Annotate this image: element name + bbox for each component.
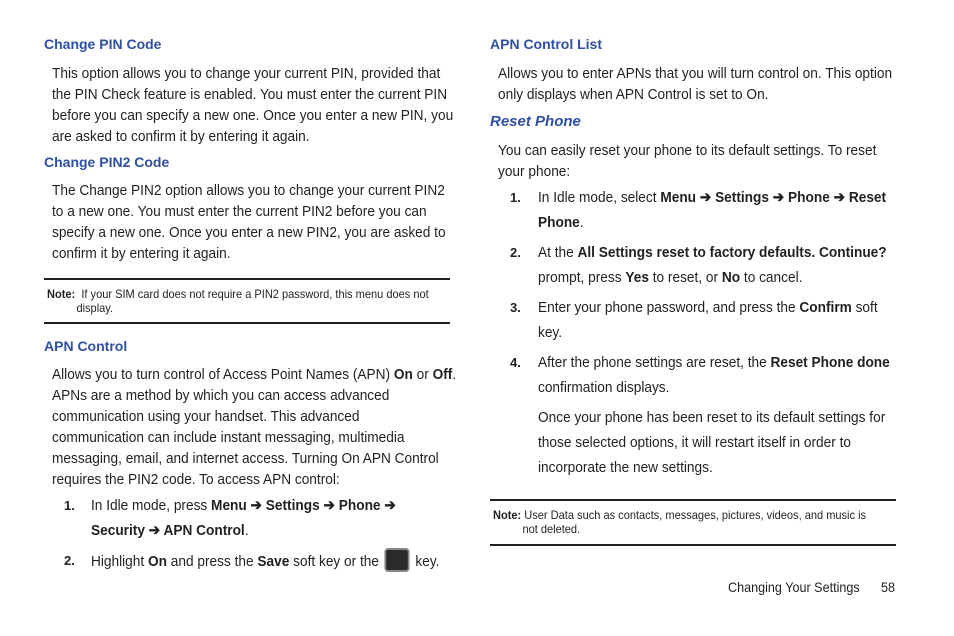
step-number: 2.	[510, 245, 521, 260]
paragraph-apn-control: Allows you to turn control of Access Point Names (APN) On or Off. APNs are a method by which you can access advanced communication using your handset. This advanced communication can include instant messaging, multimedia messaging, email, and internet access. Turning On APN Control requires the PIN2 code. To access APN control:	[52, 366, 457, 488]
note-top-rule	[44, 278, 450, 280]
step-apn-2: Highlight On and press the Save soft key or the key.	[91, 548, 439, 574]
step-number: 2.	[64, 553, 75, 568]
step-reset-4: After the phone settings are reset, the Reset Phone done confirmation displays.	[538, 354, 890, 396]
step-number: 4.	[510, 355, 521, 370]
heading-change-pin: Change PIN Code	[44, 36, 162, 52]
note-top-rule	[490, 499, 896, 501]
heading-apn-control-list: APN Control List	[490, 36, 602, 52]
heading-reset-phone: Reset Phone	[490, 113, 581, 130]
step-number: 3.	[510, 300, 521, 315]
heading-apn-control: APN Control	[44, 338, 128, 354]
note-user-data: Note: User Data such as contacts, messages, pictures, videos, and music is not deleted.	[493, 508, 867, 536]
paragraph-change-pin2: The Change PIN2 option allows you to change your current PIN2 to a new one. You must enter the current PIN2 before you can specify a new one. Once you enter a new PIN2, you are asked to confirm it by entering it again.	[52, 182, 446, 262]
paragraph-change-pin: This option allows you to change your current PIN, provided that the PIN Check feature is enabled. You must enter the current PIN before you can specify a new one. Once you enter a new PIN, you are asked to confirm it by entering it again.	[52, 65, 454, 145]
step-apn-1: In Idle mode, press Menu ➔ Settings ➔ Phone ➔ Security ➔ APN Control.	[91, 497, 396, 539]
footer-section-title: Changing Your Settings	[728, 579, 860, 595]
note-bottom-rule	[490, 544, 896, 546]
paragraph-reset-followup: Once your phone has been reset to its default settings for those selected options, it will restart itself in order to incorporate the new settings.	[538, 409, 886, 476]
step-reset-3: Enter your phone password, and press the Confirm soft key.	[538, 299, 878, 341]
note-bottom-rule	[44, 322, 450, 324]
step-reset-2: At the All Settings reset to factory defaults. Continue? prompt, press Yes to reset, or No to cancel.	[538, 244, 887, 286]
step-reset-1: In Idle mode, select Menu ➔ Settings ➔ Phone ➔ Reset Phone.	[538, 189, 887, 231]
paragraph-reset-phone: You can easily reset your phone to its default settings. To reset your phone:	[498, 142, 877, 180]
page-number: 58	[881, 579, 896, 595]
heading-change-pin2: Change PIN2 Code	[44, 154, 170, 170]
ok-key-icon	[385, 548, 410, 572]
step-number: 1.	[64, 498, 75, 513]
paragraph-apn-list: Allows you to enter APNs that you will turn control on. This option only displays when APN Control is set to On.	[498, 65, 893, 103]
note-pin2: Note: If your SIM card does not require a PIN2 password, this menu does not display.	[47, 287, 429, 315]
step-number: 1.	[510, 190, 521, 205]
